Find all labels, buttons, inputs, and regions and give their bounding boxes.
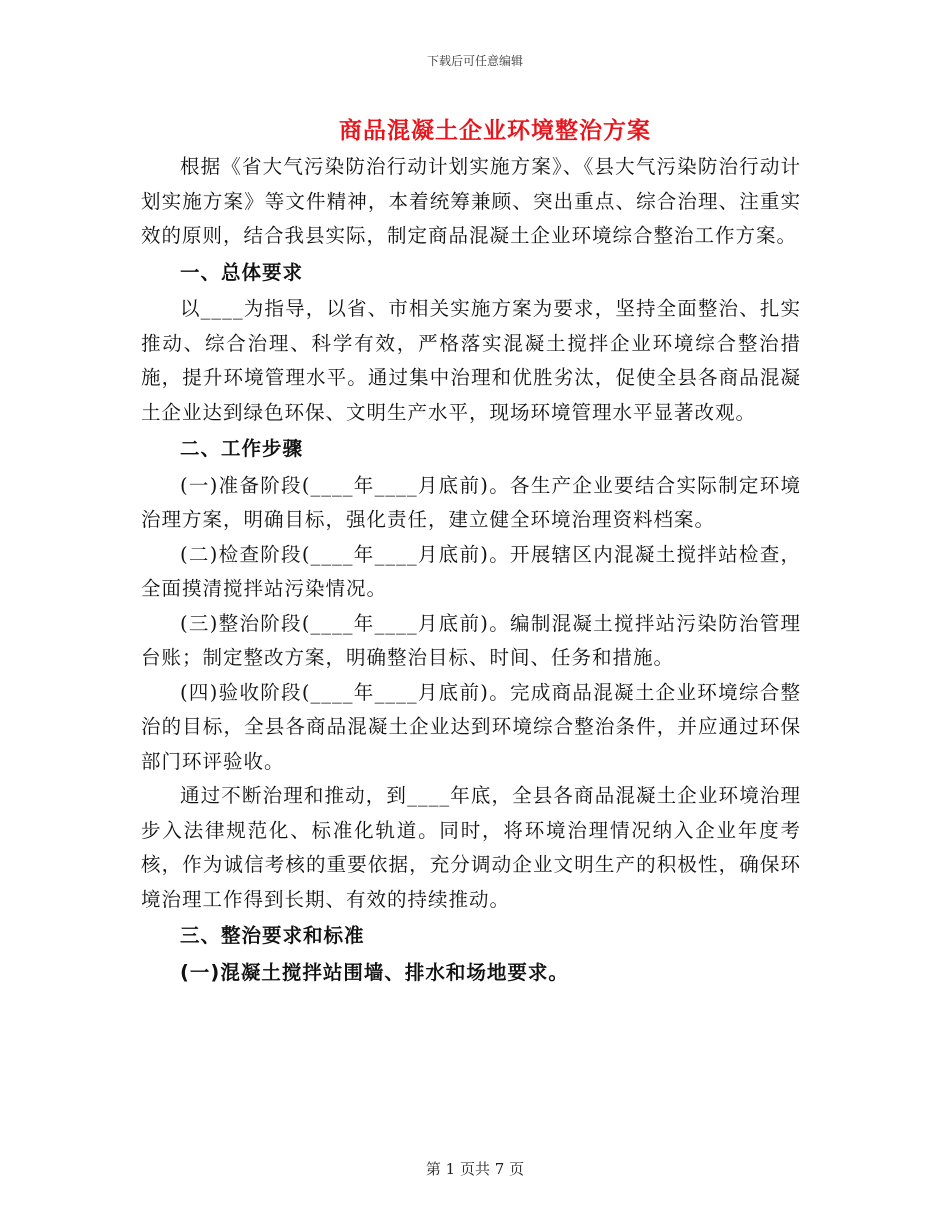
intro-paragraph: 根据《省大气污染防治行动计划实施方案》、《县大气污染防治行动计划实施方案》等文件精神，本着统筹兼顾、突出重点、综合治理、注重实效的原则，结合我县实际，制定商品混凝土企业环境综合整治工作方案。: [141, 155, 801, 247]
paragraph-step-4: (四)验收阶段(____年____月底前)。完成商品混凝土企业环境综合整治的目标，全县各商品混凝土企业达到环境综合整治条件，并应通过环保部门环评验收。: [141, 680, 801, 773]
document-body: [141, 150, 801, 992]
paragraph-summary: 通过不断治理和推动，到____年底，全县各商品混凝土企业环境治理步入法律规范化、标准化轨道。同时，将环境治理情况纳入企业年度考核，作为诚信考核的重要依据，充分调动企业文明生产的积极性，确保环境治理工作得到长期、有效的持续推动。: [141, 784, 801, 911]
header-note: 下载后可任意编辑: [426, 54, 523, 68]
section-heading-1: 一、总体要求: [180, 260, 304, 284]
paragraph-step-1: (一)准备阶段(____年____月底前)。各生产企业要结合实际制定环境治理方案，明确目标，强化责任，建立健全环境治理资料档案。: [141, 473, 801, 531]
section-heading-2: 二、工作步骤: [180, 437, 304, 460]
document-title: 商品混凝土企业环境整治方案: [339, 118, 651, 144]
paragraph-step-2: (二)检查阶段(____年____月底前)。开展辖区内混凝土搅拌站检查，全面摸清搅拌站污染情况。: [141, 542, 801, 600]
subsection-heading-1: (一)混凝土搅拌站围墙、排水和场地要求。: [180, 960, 569, 984]
page-footer: 第 1 页共 7 页: [425, 1160, 525, 1178]
paragraph-step-3: (三)整治阶段(____年____月底前)。编制混凝土搅拌站污染防治管理台账；制定整改方案，明确整治目标、时间、任务和措施。: [141, 611, 801, 669]
paragraph-general-requirements: 以____为指导，以省、市相关实施方案为要求，坚持全面整治、扎实推动、综合治理、科学有效，严格落实混凝土搅拌企业环境综合整治措施，提升环境管理水平。通过集中治理和优胜劣汰，促使全县各商品混凝土企业达到绿色环保、文明生产水平，现场环境管理水平显著改观。: [141, 297, 801, 424]
section-heading-3: 三、整治要求和标准: [180, 924, 365, 947]
